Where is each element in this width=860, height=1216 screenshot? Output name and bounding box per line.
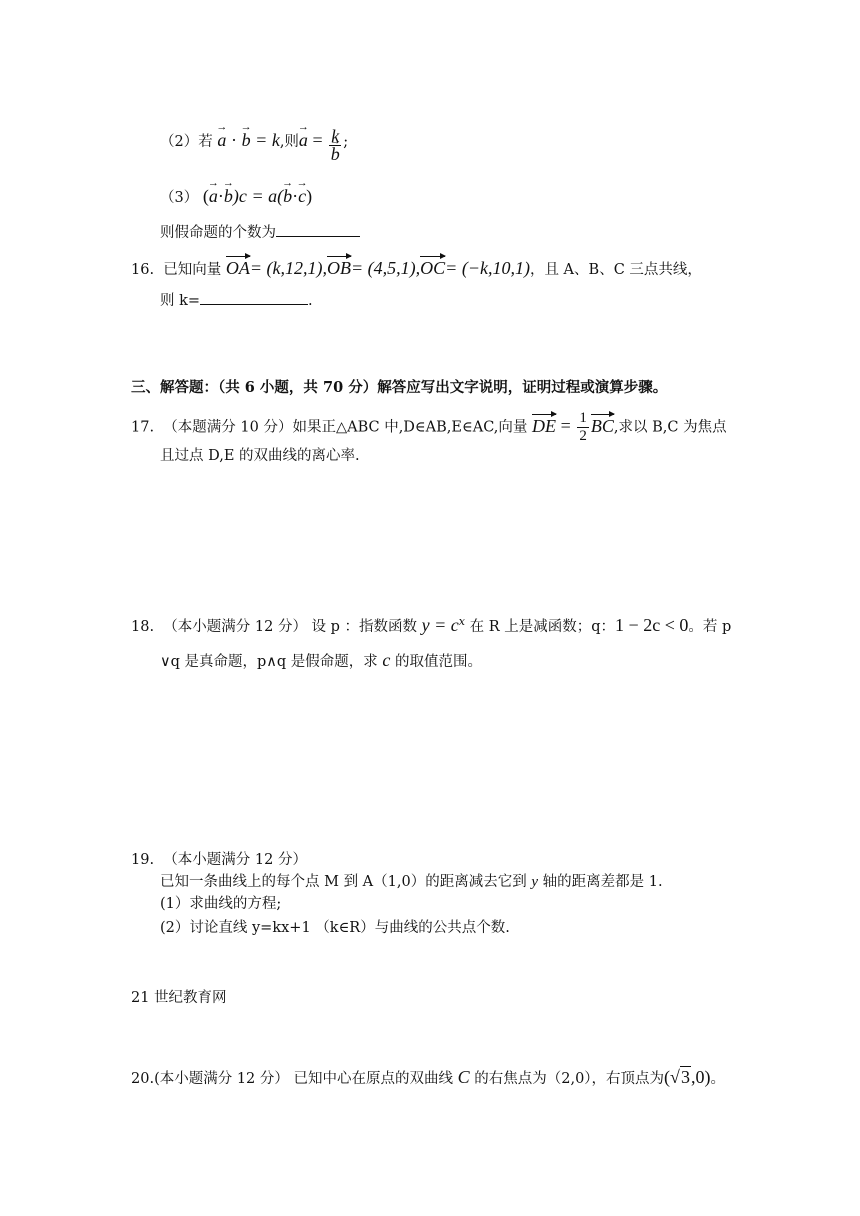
vector-BC: BC [590, 415, 614, 436]
item-3: （3） (→ a·→ b)c = a(→ b·→ c) [160, 186, 312, 208]
item-2: （2）若 → a · → b = k,则→ a = k → b ; [160, 128, 348, 163]
question-16-line1: 16. 已知向量 OA= (k,12,1),OB= (4,5,1),OC= (−k,10,1)，且 A、B、C 三点共线， [131, 258, 702, 278]
vector-OC: OC [420, 258, 446, 278]
question-18-line2: ∨q 是真命题，p∧q 是假命题，求 c 的取值范围。 [160, 650, 483, 670]
vector-DE: DE [532, 415, 556, 436]
vector-a: → a [217, 130, 226, 150]
answer-blank [276, 222, 360, 237]
fraction-k-over-b: k → b [329, 128, 341, 163]
question-20-line1: 20.(本小题满分 12 分） 已知中心在原点的双曲线 C 的右焦点为（2,0），右顶点为(√3,0)。 [131, 1067, 725, 1087]
sqrt-symbol: √ [670, 1067, 680, 1087]
section-3-heading: 三、解答题：（共 6 小题，共 70 分）解答应写出文字说明，证明过程或演算步骤。 [131, 379, 668, 396]
answer-blank [200, 290, 308, 305]
question-19-sub2: (2）讨论直线 y=kx+1 （k∈R）与曲线的公共点个数. [160, 920, 510, 936]
vector-OB: OB [327, 258, 352, 278]
question-17-line2: 且过点 D,E 的双曲线的离心率. [160, 448, 360, 464]
question-19-header: 19. （本小题满分 12 分） [131, 852, 307, 868]
vector-a: → a [299, 130, 308, 150]
vector-OA: OA [225, 258, 250, 278]
fraction-one-half: $\frac{1}{2}$ [579, 410, 587, 444]
false-proposition-count: 则假命题的个数为 [160, 222, 360, 243]
inequality: 1 − 2c < 0 [615, 614, 689, 635]
question-19-sub1: (1）求曲线的方程; [160, 896, 282, 912]
question-17-line1: 17. （本题满分 10 分）如果正△ABC 中,D∈AB,E∈AC,向量 DE = $\frac{1}{2}$ BC,求以 B,C 为焦点 [131, 410, 727, 444]
watermark-text: 21 世纪教育网 [131, 990, 227, 1006]
question-18-line1: 18. （本小题满分 12 分） 设 p ：指数函数 $y = c^x$ 在 R 上是减函数；q：1 − 2c < 0。若 p [131, 614, 732, 635]
question-19-line1: 已知一条曲线上的每个点 M 到 A（1,0）的距离减去它到 y 轴的距离差都是 1. [160, 874, 663, 890]
vector-b: → b [242, 130, 251, 150]
question-16-line2: 则 k= . [160, 290, 313, 311]
